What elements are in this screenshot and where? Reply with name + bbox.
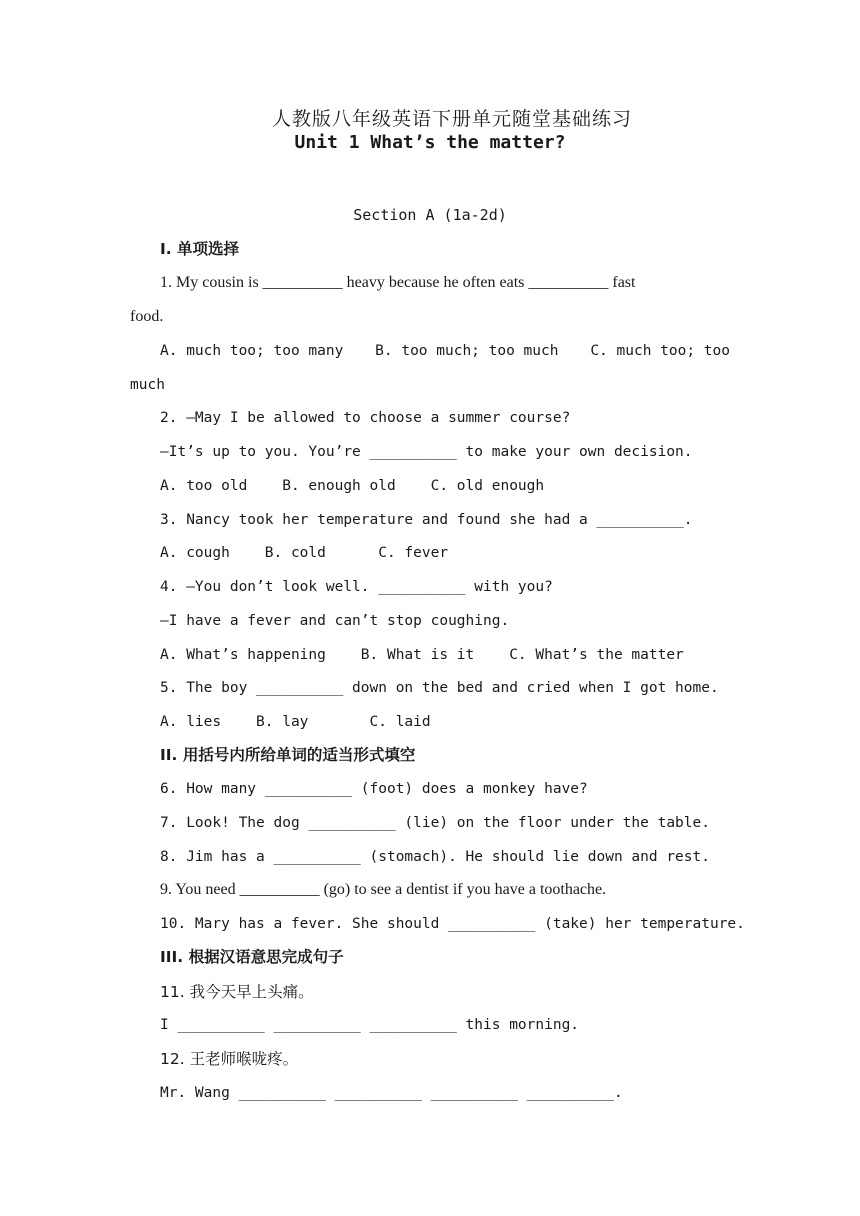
question-3-line-1: 3. Nancy took her temperature and found she had a __________. xyxy=(160,512,693,528)
question-1-line-1 xyxy=(160,273,730,293)
question-12-chinese: 12. 王老师喉咙疼。 xyxy=(160,1050,299,1068)
question-4-options: A. What’s happening B. What is it C. What’s the matter xyxy=(160,647,684,663)
question-7: 7. Look! The dog __________ (lie) on the floor under the table. xyxy=(160,815,710,831)
section-label: Section A (1a-2d) xyxy=(353,206,507,224)
question-11-english: I __________ __________ __________ this morning. xyxy=(160,1017,580,1033)
question-6: 6. How many __________ (foot) does a monkey have? xyxy=(160,781,588,797)
page-title-chinese: 人教版八年级英语下册单元随堂基础练习 xyxy=(271,108,632,130)
question-12-english: Mr. Wang __________ __________ __________ __________. xyxy=(160,1085,623,1101)
option-b: B. too much; too much xyxy=(375,343,559,359)
question-5-options: A. lies B. lay C. laid xyxy=(160,714,431,730)
question-4-line-2: —I have a fever and can’t stop coughing. xyxy=(160,613,510,629)
part3-heading: III. 根据汉语意思完成句子 xyxy=(160,948,344,966)
question-1-options xyxy=(160,341,730,361)
part1-heading: I. 单项选择 xyxy=(160,240,240,258)
question-3-options: A. cough B. cold C. fever xyxy=(160,545,449,561)
question-10: 10. Mary has a fever. She should __________ (take) her temperature. xyxy=(160,916,745,932)
option-c: C. much too; too xyxy=(590,343,730,359)
question-11-chinese: 11. 我今天早上头痛。 xyxy=(160,983,314,1001)
question-9: 9. You need __________ (go) to see a dentist if you have a toothache. xyxy=(160,881,607,898)
question-8: 8. Jim has a __________ (stomach). He should lie down and rest. xyxy=(160,849,710,865)
part2-heading: II. 用括号内所给单词的适当形式填空 xyxy=(160,746,416,764)
option-a: A. much too; too many xyxy=(160,343,344,359)
question-1-options-cont: much xyxy=(130,377,165,393)
question-2-line-2: —It’s up to you. You’re __________ to make your own decision. xyxy=(160,444,693,460)
question-4-line-1: 4. —You don’t look well. __________ with you? xyxy=(160,579,553,595)
page-title-english: Unit 1 What’s the matter? xyxy=(294,132,566,153)
question-2-options: A. too old B. enough old C. old enough xyxy=(160,478,545,494)
question-1-line-2: food. xyxy=(130,308,164,325)
question-1-text: 1. My cousin is __________ heavy because he often eats __________ fast xyxy=(160,274,636,291)
question-5-line-1: 5. The boy __________ down on the bed and cried when I got home. xyxy=(160,680,719,696)
question-2-line-1: 2. —May I be allowed to choose a summer course? xyxy=(160,410,571,426)
